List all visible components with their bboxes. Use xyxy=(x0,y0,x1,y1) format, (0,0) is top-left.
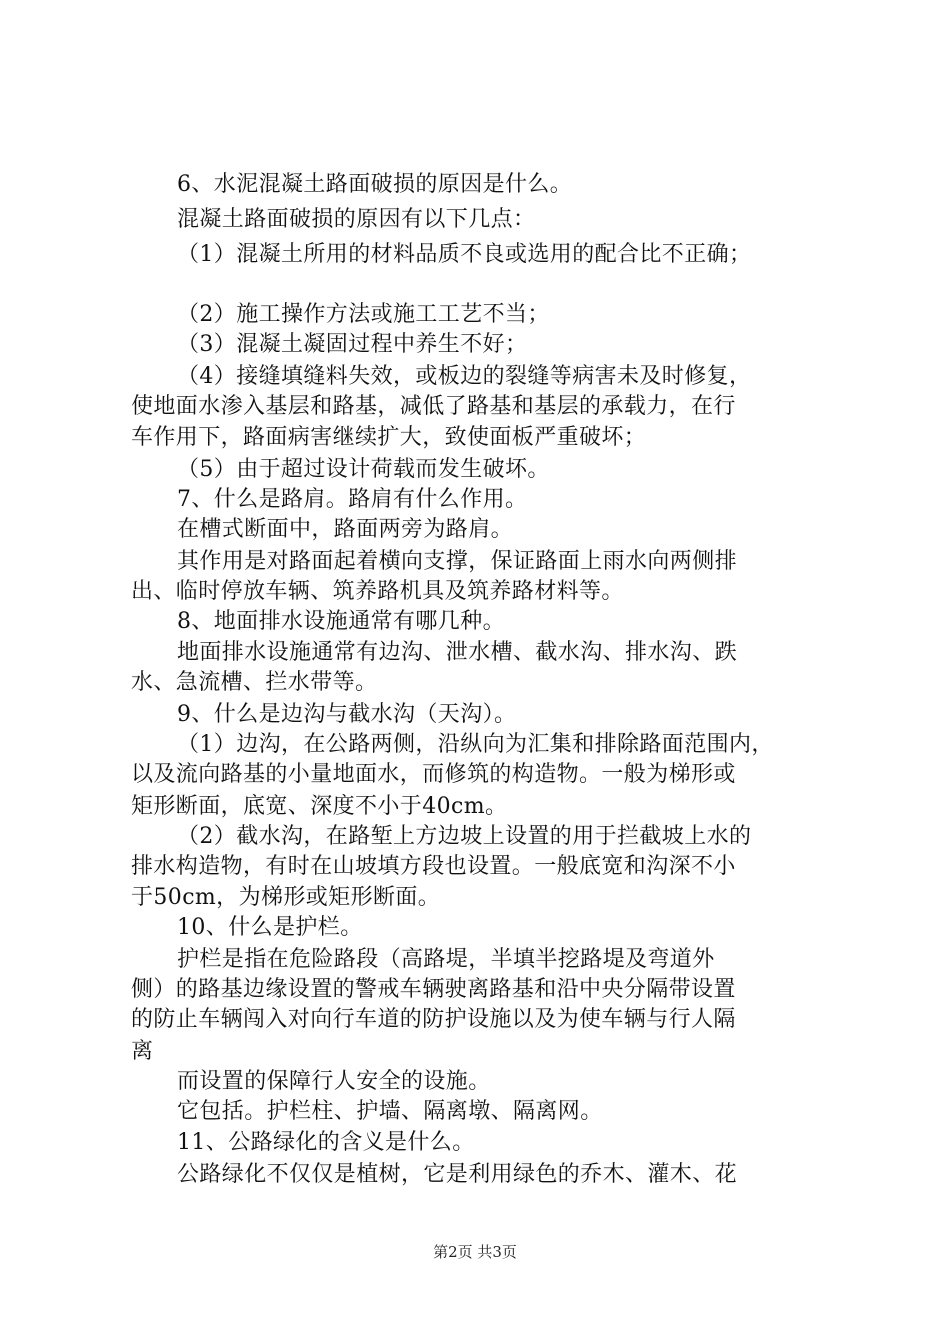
answer-11-line-1: 公路绿化不仅仅是植树，它是利用绿色的乔木、灌木、花 xyxy=(177,1162,738,1187)
question-9-heading: 9、什么是边沟与截水沟（天沟）。 xyxy=(177,702,517,727)
answer-9-point-2-cont-2: 于50cm，为梯形或矩形断面。 xyxy=(131,885,441,910)
answer-6-point-4-cont-2: 车作用下，路面病害继续扩大，致使面板严重破坏； xyxy=(131,425,647,450)
answer-7-line-3: 出、临时停放车辆、筑养路机具及筑养路材料等。 xyxy=(131,579,624,604)
answer-9-point-1-cont-2: 矩形断面，底宽、深度不小于40cm。 xyxy=(131,794,508,819)
answer-6-intro: 混凝土路面破损的原因有以下几点： xyxy=(177,207,536,232)
answer-10-line-6: 它包括。护栏柱、护墙、隔离墩、隔离网。 xyxy=(177,1099,603,1124)
answer-9-point-1-cont-1: 以及流向路基的小量地面水，而修筑的构造物。一般为梯形或 xyxy=(131,762,736,787)
question-11-heading: 11、公路绿化的含义是什么。 xyxy=(177,1130,475,1155)
answer-6-point-4: （4）接缝填缝料失效，或板边的裂缝等病害未及时修复， xyxy=(177,364,752,389)
answer-6-point-3: （3）混凝土凝固过程中养生不好； xyxy=(177,332,528,357)
question-7-heading: 7、什么是路肩。路肩有什么作用。 xyxy=(177,487,528,512)
answer-10-line-1: 护栏是指在危险路段（高路堤，半填半挖路堤及弯道外 xyxy=(177,947,715,972)
page-footer: 第2页 共3页 xyxy=(433,1243,517,1261)
answer-9-point-1: （1）边沟，在公路两侧，沿纵向为汇集和排除路面范围内， xyxy=(177,732,774,757)
answer-10-line-2: 侧）的路基边缘设置的警戒车辆驶离路基和沿中央分隔带设置 xyxy=(131,977,736,1002)
answer-6-point-1: （1）混凝土所用的材料品质不良或选用的配合比不正确； xyxy=(177,242,752,267)
answer-8-line-2: 水、急流槽、拦水带等。 xyxy=(131,670,378,695)
answer-8-line-1: 地面排水设施通常有边沟、泄水槽、截水沟、排水沟、跌 xyxy=(177,640,738,665)
answer-9-point-2-cont-1: 排水构造物，有时在山坡填方段也设置。一般底宽和沟深不小 xyxy=(131,854,736,879)
answer-9-point-2: （2）截水沟，在路堑上方边坡上设置的用于拦截坡上水的 xyxy=(177,824,752,849)
answer-10-line-3: 的防止车辆闯入对向行车道的防护设施以及为使车辆与行人隔 xyxy=(131,1007,736,1032)
question-6-heading: 6、水泥混凝土路面破损的原因是什么。 xyxy=(177,172,573,197)
answer-10-line-5: 而设置的保障行人安全的设施。 xyxy=(177,1069,491,1094)
answer-6-point-5: （5）由于超过设计荷载而发生破坏。 xyxy=(177,457,550,482)
question-10-heading: 10、什么是护栏。 xyxy=(177,915,363,940)
answer-6-point-2: （2）施工操作方法或施工工艺不当； xyxy=(177,302,550,327)
answer-7-line-2: 其作用是对路面起着横向支撑，保证路面上雨水向两侧排 xyxy=(177,549,738,574)
answer-10-line-4: 离 xyxy=(131,1039,154,1064)
answer-7-line-1: 在槽式断面中，路面两旁为路肩。 xyxy=(177,517,514,542)
answer-6-point-4-cont-1: 使地面水渗入基层和路基，减低了路基和基层的承载力，在行 xyxy=(131,394,736,419)
question-8-heading: 8、地面排水设施通常有哪几种。 xyxy=(177,609,505,634)
